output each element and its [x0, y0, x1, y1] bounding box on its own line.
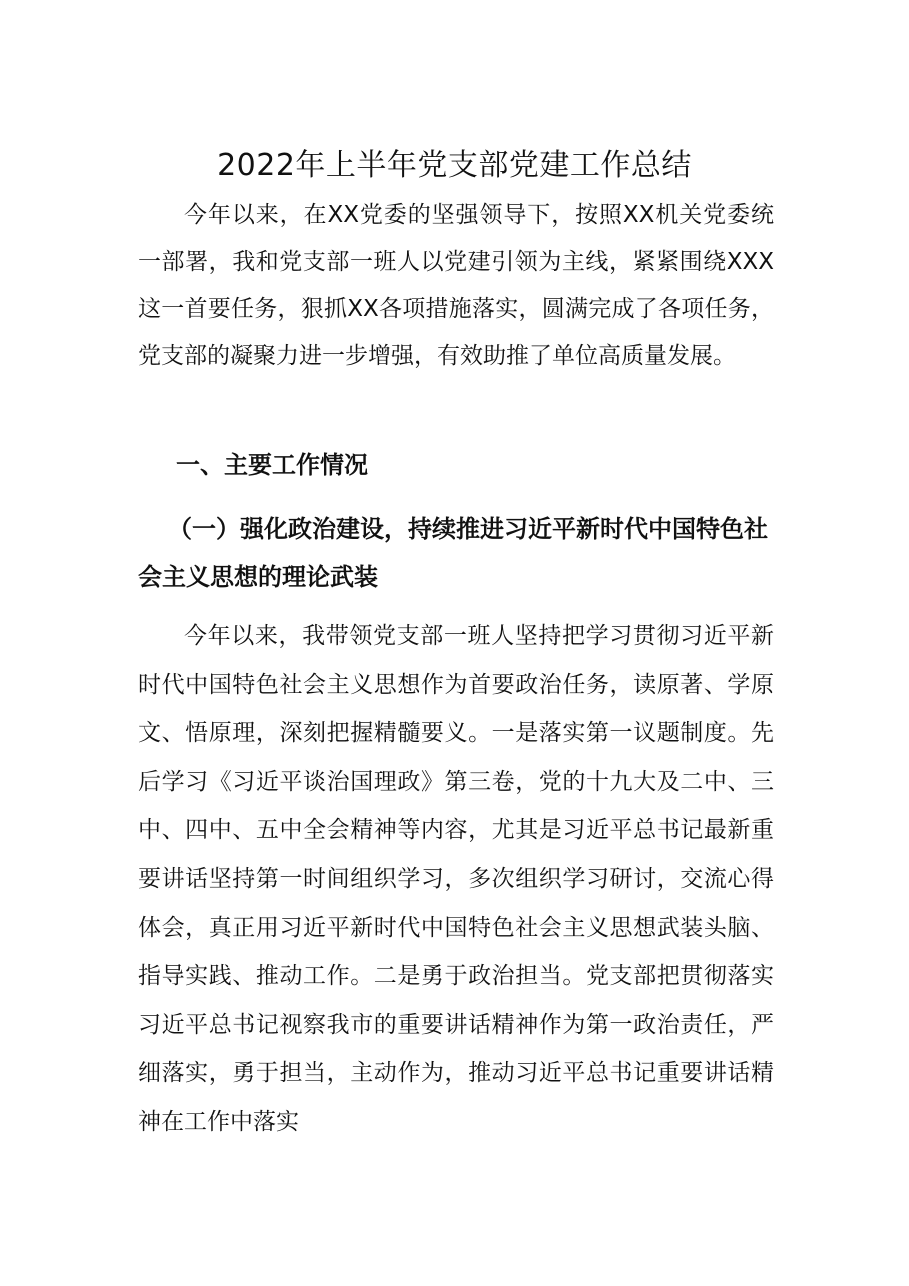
- document-title: 2022年上半年党支部党建工作总结: [217, 148, 692, 184]
- subsection-heading-political-construction: （一）强化政治建设，持续推进习近平新时代中国特色社会主义思想的理论武装: [138, 515, 768, 591]
- intro-paragraph: 今年以来，在XX党委的坚强领导下，按照XX机关党委统一部署，我和党支部一班人以党建引领为主线，紧紧围绕XXX这一首要任务，狠抓XX各项措施落实，圆满完成了各项任务，党支部的凝聚力进一步增强，有效助推了单位高质量发展。: [138, 202, 774, 369]
- subsection-paragraph: 今年以来，我带领党支部一班人坚持把学习贯彻习近平新时代中国特色社会主义思想作为首要政治任务，读原著、学原文、悟原理，深刻把握精髓要义。一是落实第一议题制度。先后学习《习近平谈治国理政》第三卷，党的十九大及二中、三中、四中、五中全会精神等内容，尤其是习近平总书记最新重要讲话坚持第一时间组织学习，多次组织学习研讨，交流心得体会，真正用习近平新时代中国特色社会主义思想武装头脑、指导实践、推动工作。二是勇于政治担当。党支部把贯彻落实习近平总书记视察我市的重要讲话精神作为第一政治责任，严细落实，勇于担当，主动作为，推动习近平总书记重要讲话精神在工作中落实: [138, 623, 774, 1135]
- section-heading-main-work: 一、主要工作情况: [176, 451, 368, 479]
